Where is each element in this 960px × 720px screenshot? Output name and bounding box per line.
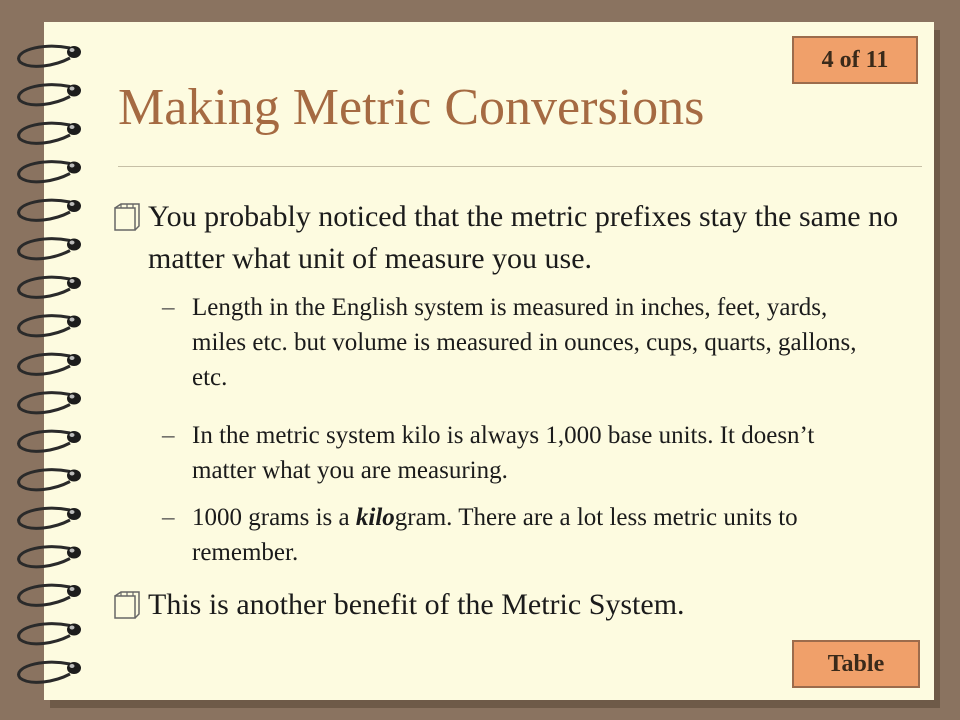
- emphasis-kilo: kilo: [355, 504, 395, 531]
- binding-ring: [19, 662, 70, 682]
- binding-hole: [67, 200, 81, 212]
- binding-hole: [67, 431, 81, 443]
- notepad-icon: [112, 196, 148, 245]
- binding-hole: [67, 85, 81, 97]
- page-title: Making Metric Conversions: [118, 79, 705, 136]
- binding-ring: [19, 85, 70, 105]
- binding-hole: [67, 354, 81, 366]
- sub-bullet-2: – In the metric system kilo is always 1,000 base units. It doesn’t matter what you are measuring.: [162, 418, 862, 488]
- title-divider: [118, 166, 922, 167]
- sub-bullet-text: In the metric system kilo is always 1,000 base units. It doesn’t matter what you are measuring.: [192, 422, 815, 484]
- binding-hole: [67, 624, 81, 636]
- binding-hole: [67, 316, 81, 328]
- binding-hole: [67, 123, 81, 135]
- binding-hole: [67, 508, 81, 520]
- sub-bullet-text: Length in the English system is measured in inches, feet, yards, miles etc. but volume is measured in ounces, cups, quarts, gallons, etc.: [192, 294, 857, 391]
- binding-ring: [19, 123, 70, 143]
- binding-ring: [19, 431, 70, 451]
- notepad-icon: [112, 584, 148, 633]
- binding-ring: [19, 624, 70, 644]
- binding-hole: [67, 277, 81, 289]
- binding-ring: [19, 547, 70, 567]
- binding-ring: [19, 316, 70, 336]
- binding-ring: [19, 277, 70, 297]
- binding-hole: [67, 46, 81, 58]
- sub-bullet-text: 1000 grams is a kilogram. There are a lot less metric units to remember.: [192, 504, 798, 566]
- binding-ring: [19, 354, 70, 374]
- spiral-binding-icon: [0, 0, 110, 720]
- binding-ring: [19, 508, 70, 528]
- binding-hole: [67, 547, 81, 559]
- bullet-item-2: [112, 584, 912, 633]
- binding-hole: [67, 162, 81, 174]
- binding-hole: [67, 585, 81, 597]
- binding-ring: [19, 46, 70, 66]
- binding-hole: [67, 470, 81, 482]
- binding-ring: [19, 393, 70, 413]
- slide-counter: 4 of 11: [792, 36, 918, 84]
- binding-hole: [67, 393, 81, 405]
- sub-bullet-1: – Length in the English system is measured in inches, feet, yards, miles etc. but volume is measured in ounces, cups, quarts, gallons, etc.: [162, 290, 862, 395]
- bullet-text: You probably noticed that the metric prefixes stay the same no matter what unit of measure you use.: [148, 200, 899, 275]
- binding-ring: [19, 470, 70, 490]
- sub-bullet-3: – 1000 grams is a kilogram. There are a lot less metric units to remember.: [162, 500, 862, 570]
- binding-ring: [19, 239, 70, 259]
- bullet-item-1: [112, 196, 912, 280]
- binding-hole: [67, 662, 81, 674]
- table-button[interactable]: Table: [792, 640, 920, 688]
- binding-ring: [19, 162, 70, 182]
- bullet-text: This is another benefit of the Metric System.: [148, 588, 685, 621]
- binding-ring: [19, 200, 70, 220]
- binding-ring: [19, 585, 70, 605]
- binding-hole: [67, 239, 81, 251]
